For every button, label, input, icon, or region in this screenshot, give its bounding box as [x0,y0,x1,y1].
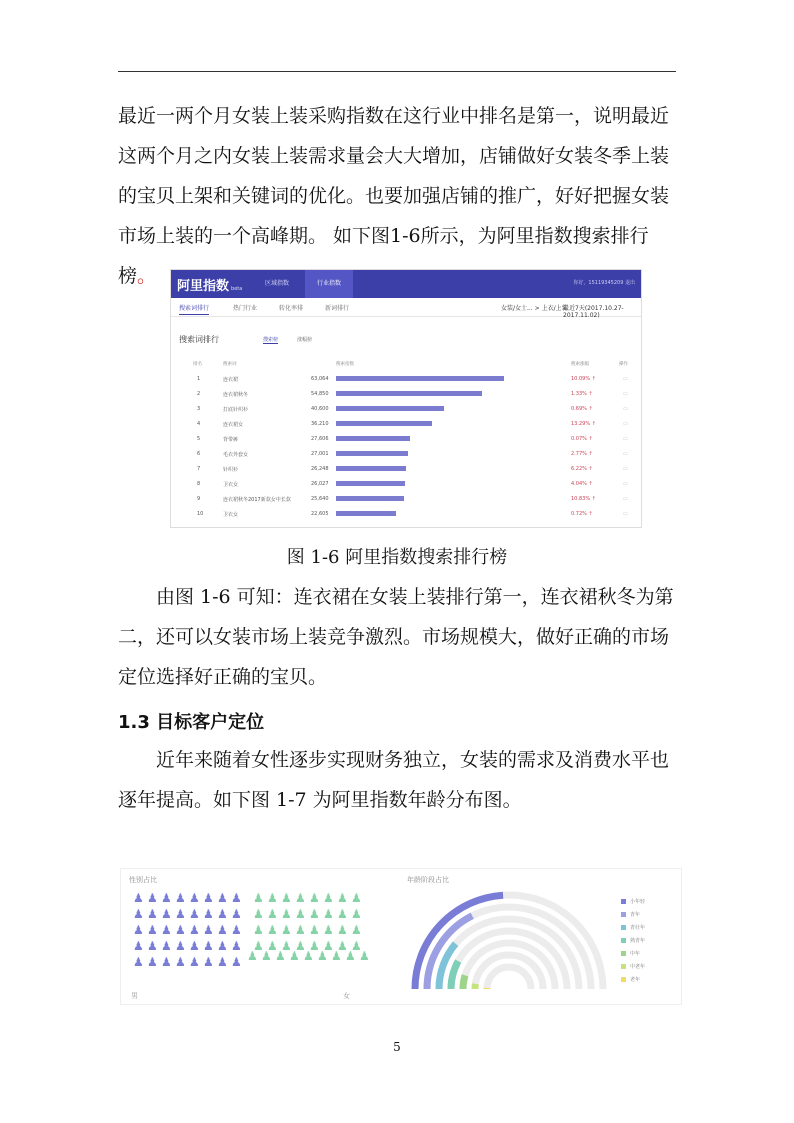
person-icon: ♟ [231,891,242,905]
person-icon: ♟ [351,891,362,905]
person-icon: ♟ [295,939,306,953]
female-people-top [253,891,362,953]
person-icon: ♟ [253,907,264,921]
tab-search[interactable]: 搜索榜 [263,337,279,343]
word-cell[interactable]: 连衣裙秋冬 [223,392,249,398]
action-icon[interactable]: ▭ [623,511,628,517]
action-icon[interactable]: ▭ [623,391,628,397]
rise-cell: 10.09% ↑ [571,376,596,382]
person-icon: ♟ [217,923,228,937]
person-icon: ♟ [323,907,334,921]
index-bar [336,421,432,426]
person-icon: ♟ [147,955,158,969]
person-icon: ♟ [217,907,228,921]
person-icon: ♟ [281,939,292,953]
age-arc-track [487,967,531,989]
rise-cell: 4.04% ↑ [571,481,593,487]
action-icon[interactable]: ▭ [623,406,628,412]
rise-cell: 0.07% ↑ [571,436,593,442]
person-icon: ♟ [345,949,356,963]
ali-top-bar [171,270,641,298]
table-row [171,477,641,492]
age-gender-charts [120,868,682,1005]
header-rule [118,71,676,72]
word-cell[interactable]: 针织衫 [223,467,239,473]
rise-cell: 0.72% ↑ [571,511,593,517]
rank-cell: 8 [197,481,201,487]
col-word: 搜索词 [223,362,237,367]
word-cell[interactable]: 连衣裙 [223,377,239,383]
person-icon: ♟ [203,907,214,921]
index-cell: 27,001 [311,451,329,457]
legend-label: 小年轻 [630,899,646,905]
person-icon: ♟ [295,923,306,937]
person-icon: ♟ [175,891,186,905]
legend-item [621,921,645,934]
person-icon: ♟ [253,923,264,937]
person-icon: ♟ [295,907,306,921]
rank-cell: 3 [197,406,201,412]
person-icon: ♟ [189,923,200,937]
person-icon: ♟ [289,949,300,963]
person-icon: ♟ [337,923,348,937]
person-icon: ♟ [309,923,320,937]
action-icon[interactable]: ▭ [623,466,628,472]
action-icon[interactable]: ▭ [623,451,628,457]
person-icon: ♟ [133,891,144,905]
person-icon: ♟ [231,955,242,969]
person-icon: ♟ [309,891,320,905]
person-icon: ♟ [331,949,342,963]
index-bar [336,406,444,411]
legend-label: 中老年 [630,964,646,970]
person-icon: ♟ [323,891,334,905]
rise-cell: 2.77% ↑ [571,451,593,457]
legend-swatch [621,938,626,943]
person-icon: ♟ [267,891,278,905]
legend-item [621,908,645,921]
nav-region-index[interactable]: 区域指数 [265,280,290,287]
subtab-conversion[interactable]: 转化率排 [279,305,304,312]
subtab-new-words[interactable]: 新词排行 [325,305,350,312]
index-bar [336,451,408,456]
subtab-search-rank[interactable]: 搜索词排行 [179,303,209,315]
person-icon: ♟ [247,949,258,963]
person-icon: ♟ [281,891,292,905]
person-icon: ♟ [267,923,278,937]
gender-chart-title: 性别占比 [129,876,157,884]
tab-rise[interactable]: 涨幅榜 [297,337,313,343]
person-icon: ♟ [323,923,334,937]
legend-swatch [621,964,626,969]
legend-label: 老年 [630,977,641,983]
section-title: 搜索词排行 [179,335,219,344]
age-arc-chart [409,883,609,993]
person-icon: ♟ [323,939,334,953]
legend-swatch [621,912,626,917]
legend-item [621,960,645,973]
rise-cell: 0.69% ↑ [571,406,593,412]
person-icon: ♟ [351,923,362,937]
person-icon: ♟ [253,891,264,905]
word-cell[interactable]: 卫衣女 [223,512,239,518]
subtab-hot-industry[interactable]: 热门行业 [233,305,258,312]
person-icon: ♟ [231,923,242,937]
word-cell[interactable]: 背带裤 [223,437,239,443]
person-icon: ♟ [161,955,172,969]
page-number: 5 [393,1040,401,1054]
index-bar [336,436,410,441]
person-icon: ♟ [175,907,186,921]
male-people [133,891,242,969]
person-icon: ♟ [281,923,292,937]
action-icon[interactable]: ▭ [623,481,628,487]
index-cell: 22,605 [311,511,329,517]
table-row [171,492,641,507]
person-icon: ♟ [203,955,214,969]
legend-label: 青年 [630,912,641,918]
index-bar [336,481,405,486]
paragraph-2: 由图 1-6 可知：连衣裙在女装上装排行第一，连衣裙秋冬为第二，还可以女装市场上装竞争激烈。市场规模大，做好正确的市场定位选择好正确的宝贝。 [118,586,674,688]
person-icon: ♟ [133,939,144,953]
index-cell: 27,606 [311,436,329,442]
female-people-bottom [247,949,370,963]
person-icon: ♟ [317,949,328,963]
person-icon: ♟ [161,907,172,921]
person-icon: ♟ [231,939,242,953]
person-icon: ♟ [189,939,200,953]
index-bar [336,466,406,471]
person-icon: ♟ [133,907,144,921]
index-bar [336,511,396,516]
person-icon: ♟ [295,891,306,905]
index-bar [336,391,482,396]
person-icon: ♟ [359,949,370,963]
table-row [171,417,641,432]
nav-industry-index[interactable]: 行业指数 [305,270,353,298]
person-icon: ♟ [133,955,144,969]
ali-index-screenshot [170,269,642,528]
person-icon: ♟ [189,907,200,921]
person-icon: ♟ [309,939,320,953]
person-icon: ♟ [189,891,200,905]
age-arc-4 [463,975,465,989]
legend-item [621,947,645,960]
person-icon: ♟ [231,907,242,921]
rise-cell: 13.29% ↑ [571,421,596,427]
paragraph-1: 最近一两个月女装上装采购指数在这行业中排名是第一，说明最近这两个月之内女装上装需求量会大大增加，店铺做好女装冬季上装的宝贝上架和关键词的优化。也要加强店铺的推广，好好把握女装市场上装的一个高峰期。 如下图1-6所示，为阿里指数搜索排行榜。 [118,105,670,287]
ali-logo: 阿里指数 beta [177,279,243,294]
word-cell[interactable]: 卫衣女 [223,482,239,488]
legend-swatch [621,977,626,982]
person-icon: ♟ [275,949,286,963]
legend-swatch [621,951,626,956]
rank-cell: 7 [197,466,201,472]
col-rank: 排名 [193,362,202,367]
person-icon: ♟ [133,923,144,937]
person-icon: ♟ [217,939,228,953]
action-icon[interactable]: ▭ [623,436,628,442]
index-cell: 26,248 [311,466,329,472]
person-icon: ♟ [337,891,348,905]
legend-label: 中年 [630,951,641,957]
person-icon: ♟ [281,907,292,921]
table-row [171,387,641,402]
person-icon: ♟ [203,923,214,937]
legend-swatch [621,925,626,930]
table-row [171,432,641,447]
person-icon: ♟ [175,923,186,937]
person-icon: ♟ [147,907,158,921]
rank-cell: 6 [197,451,201,457]
person-icon: ♟ [175,955,186,969]
person-icon: ♟ [203,891,214,905]
person-icon: ♟ [147,923,158,937]
person-icon: ♟ [161,923,172,937]
index-cell: 26,027 [311,481,329,487]
date-range[interactable]: 最近7天(2017.10.27-2017.11.02) [563,305,624,319]
legend-item [621,934,645,947]
person-icon: ♟ [303,949,314,963]
legend-item [621,973,645,986]
index-bar [336,376,504,381]
rise-cell: 1.33% ↑ [571,391,593,397]
person-icon: ♟ [161,939,172,953]
person-icon: ♟ [217,891,228,905]
person-icon: ♟ [337,939,348,953]
person-icon: ♟ [267,939,278,953]
person-icon: ♟ [147,939,158,953]
legend-label: 青壮年 [630,925,646,931]
action-icon[interactable]: ▭ [623,496,628,502]
rise-cell: 10.83% ↑ [571,496,596,502]
table-row [171,507,641,522]
action-icon[interactable]: ▭ [623,421,628,427]
col-action: 操作 [619,362,628,367]
rank-cell: 1 [197,376,201,382]
table-row [171,372,641,387]
word-cell[interactable]: 连衣裙女 [223,422,244,428]
sub-tabs [171,298,641,317]
action-icon[interactable]: ▭ [623,376,628,382]
index-cell: 40,600 [311,406,329,412]
rank-cell: 5 [197,436,201,442]
age-chart-title: 年龄阶段占比 [407,876,449,884]
age-legend [621,895,645,986]
person-icon: ♟ [351,907,362,921]
paragraph-3: 近年来随着女性逐步实现财务独立，女装的需求及消费水平也逐年提高。如下图 1-7 为阿里指数年龄分布图。 [118,749,670,811]
index-cell: 25,640 [311,496,329,502]
person-icon: ♟ [189,955,200,969]
legend-swatch [621,899,626,904]
index-cell: 36,210 [311,421,329,427]
index-cell: 54,850 [311,391,329,397]
col-rise: 搜索涨幅 [571,362,589,367]
rank-cell: 10 [197,511,204,517]
table-row [171,447,641,462]
index-cell: 63,064 [311,376,329,382]
category-filter[interactable]: 女装/女士... > 上衣/上装 [501,305,568,312]
person-icon: ♟ [261,949,272,963]
red-period: 。 [137,265,157,287]
person-icon: ♟ [147,891,158,905]
person-icon: ♟ [309,907,320,921]
section-heading: 1.3 目标客户定位 [118,712,265,733]
person-icon: ♟ [203,939,214,953]
index-bar [336,496,404,501]
female-label: 女 [343,992,350,1000]
person-icon: ♟ [337,907,348,921]
table-row [171,462,641,477]
legend-item [621,895,645,908]
rank-cell: 9 [197,496,201,502]
word-cell[interactable]: 连衣裙秋冬2017新款女中长款 [223,497,291,503]
user-info[interactable]: 你好，15119345209 退出 [573,280,635,286]
person-icon: ♟ [217,955,228,969]
person-icon: ♟ [267,907,278,921]
person-icon: ♟ [253,939,264,953]
rank-cell: 4 [197,421,201,427]
table-row [171,402,641,417]
person-icon: ♟ [351,939,362,953]
rise-cell: 6.22% ↑ [571,466,593,472]
word-cell[interactable]: 毛衣外套女 [223,452,249,458]
person-icon: ♟ [175,939,186,953]
word-cell[interactable]: 打底针织衫 [223,407,249,413]
col-index: 搜索指数 [336,362,354,367]
rank-cell: 2 [197,391,201,397]
figure-caption-1-6: 图 1-6 阿里指数搜索排行榜 [286,547,508,568]
person-icon: ♟ [161,891,172,905]
male-label: 男 [131,992,138,1000]
legend-label: 熟青年 [630,938,646,944]
